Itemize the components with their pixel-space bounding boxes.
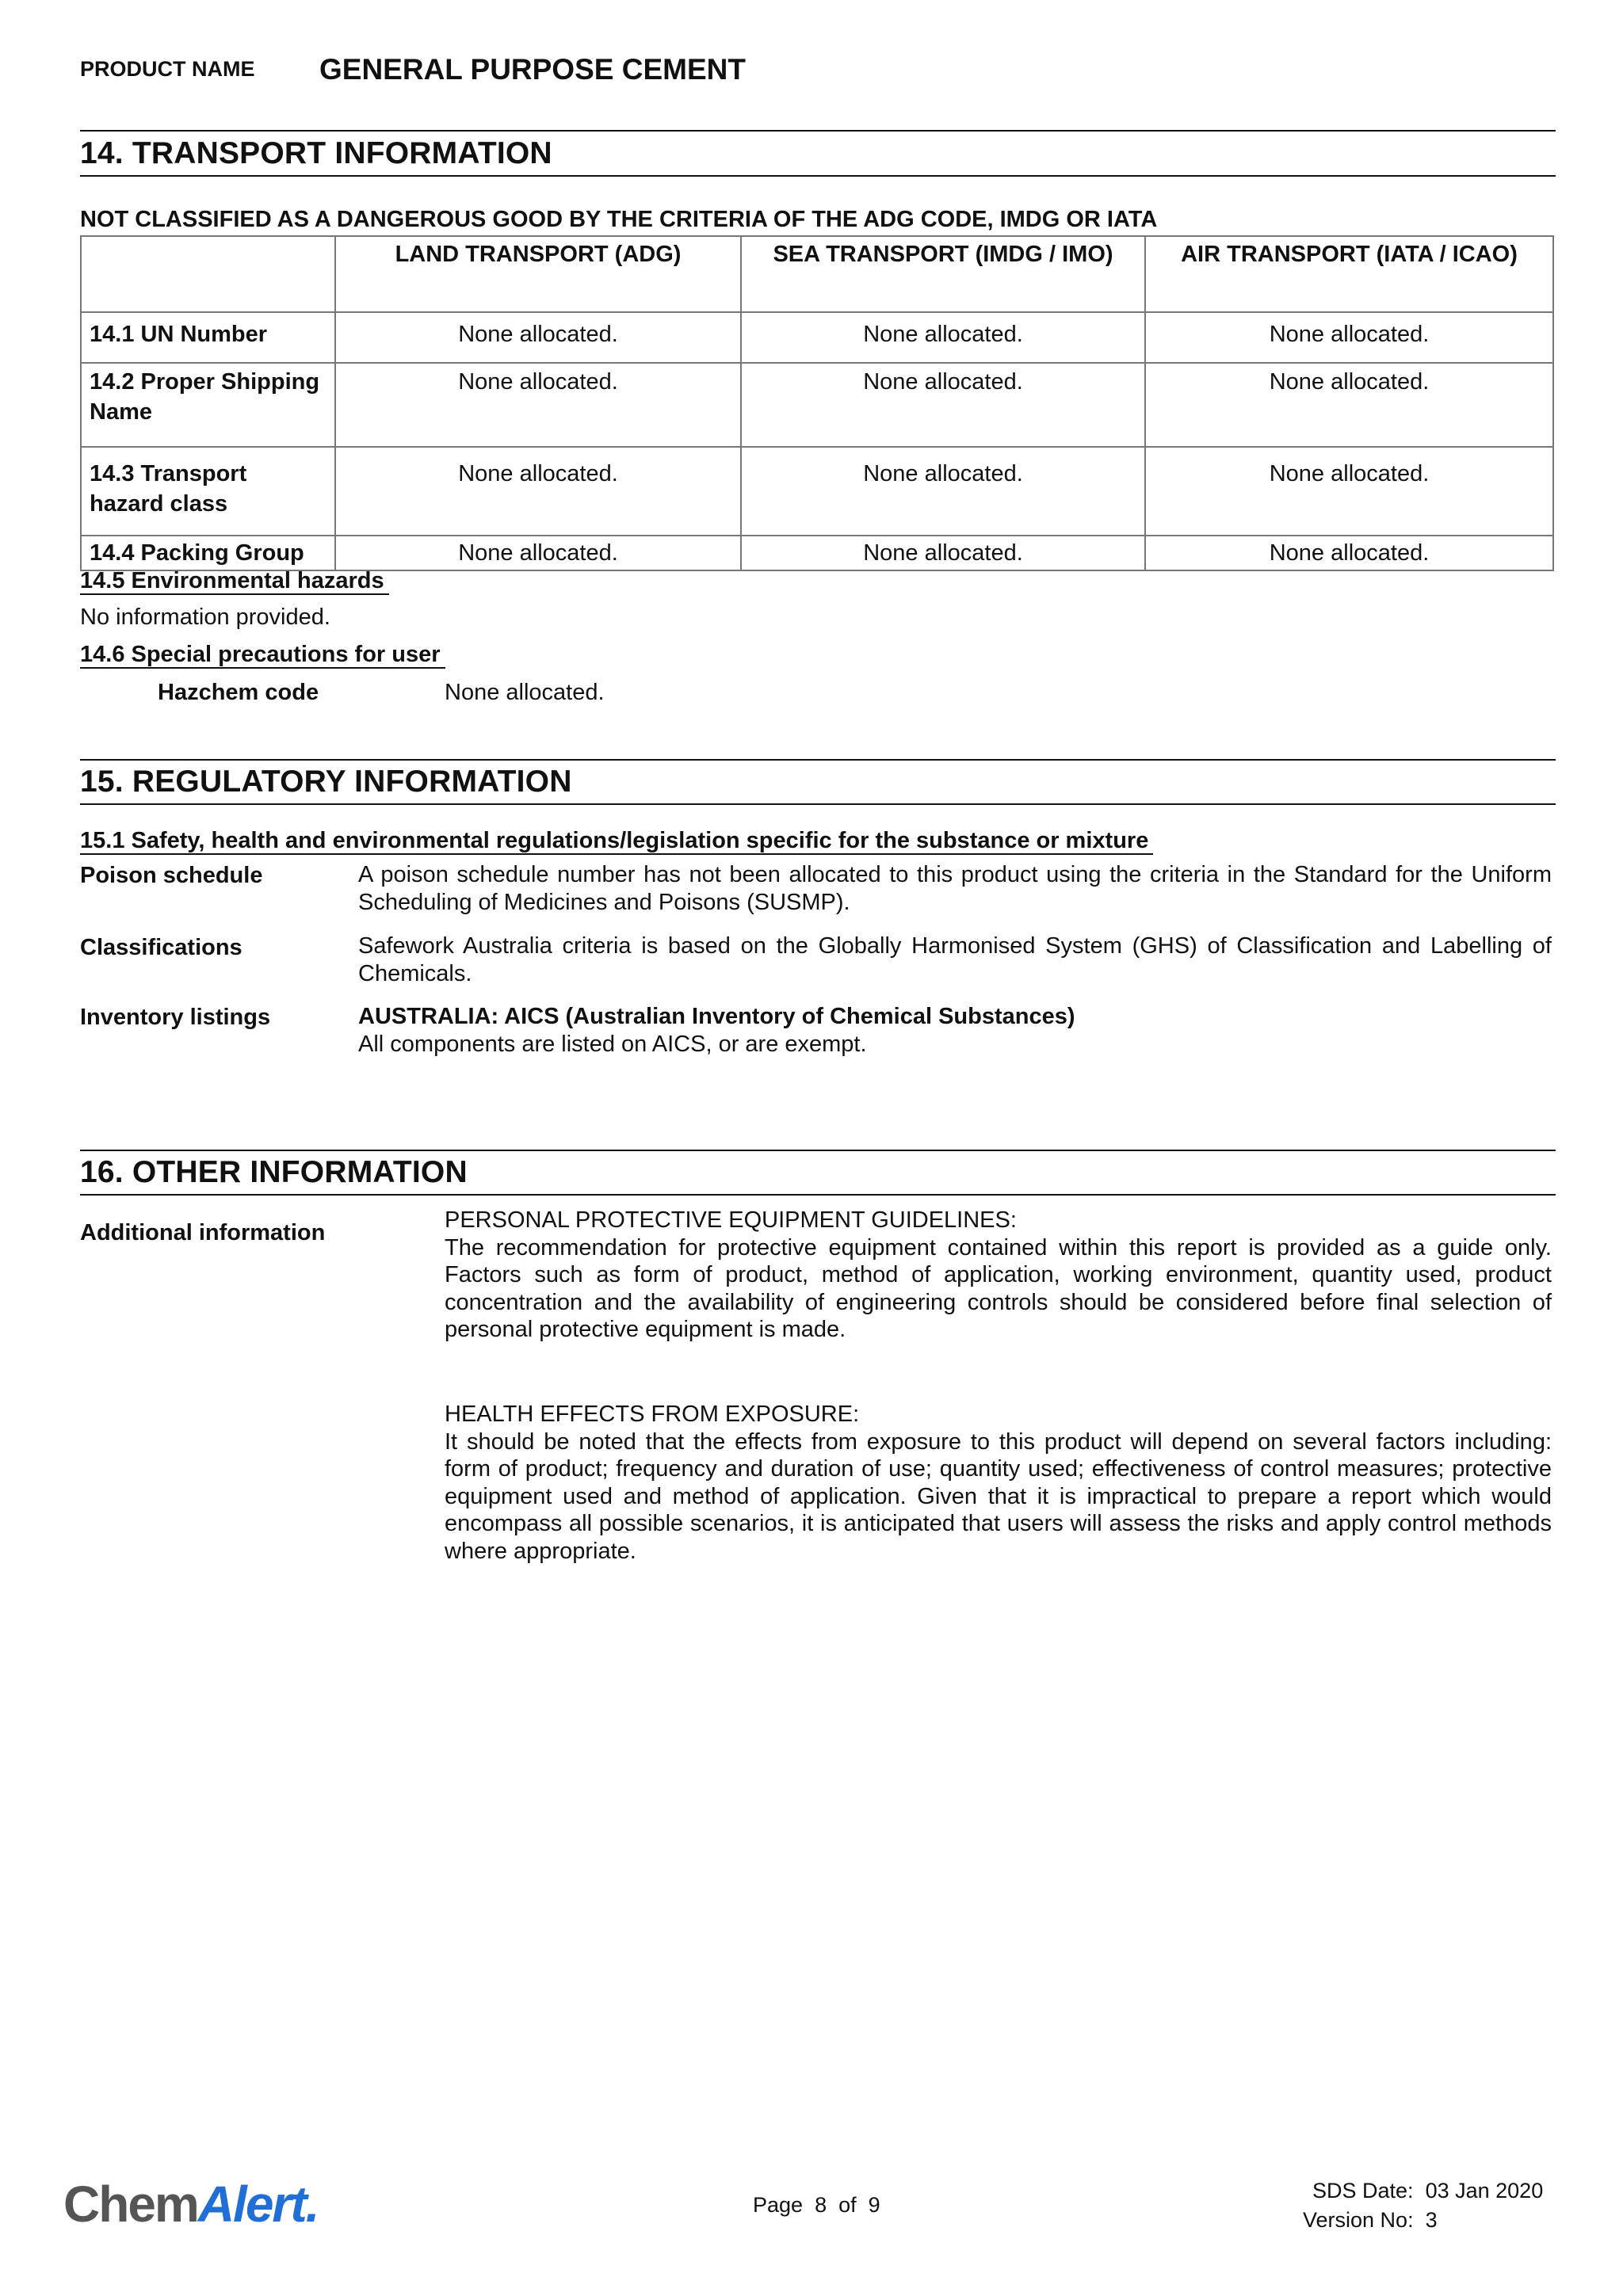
transport-table — [80, 235, 1554, 571]
cell-land: None allocated. — [335, 447, 741, 536]
sds-date: SDS Date: 03 Jan 2020 — [1312, 2179, 1544, 2203]
cell-sea: None allocated. — [741, 363, 1145, 447]
column-header-air: AIR TRANSPORT (IATA / ICAO) — [1145, 236, 1553, 312]
special-precautions-heading: 14.6 Special precautions for user — [80, 642, 445, 669]
section-rule — [80, 1150, 1556, 1151]
section-rule — [80, 175, 1556, 177]
hazchem-value: None allocated. — [445, 680, 605, 705]
additional-info-label: Additional information — [80, 1220, 326, 1245]
table-row — [81, 312, 1553, 363]
cell-air: None allocated. — [1145, 363, 1553, 447]
row-label: 14.1 UN Number — [81, 312, 335, 363]
section-15-title: 15. REGULATORY INFORMATION — [80, 765, 572, 799]
table-row — [81, 363, 1553, 447]
ppe-text: The recommendation for protective equipment contained within this report is provided as a guide only. Factors such as form of product, method of application, working environment, quantity used, product concentration and the availability of engineering controls should be considered before final selection of personal protective equipment is made. — [445, 1234, 1552, 1342]
section-rule — [80, 759, 1556, 761]
section-rule — [80, 1194, 1556, 1196]
classifications-text: Safework Australia criteria is based on the Globally Harmonised System (GHS) of Classification and Labelling of Chemicals. — [358, 933, 1552, 986]
row-label: 14.2 Proper Shipping Name — [81, 363, 335, 447]
column-header-land: LAND TRANSPORT (ADG) — [335, 236, 741, 312]
poison-schedule-text: A poison schedule number has not been allocated to this product using the criteria in the Standard for the Uniform Scheduling of Medicines and Poisons (SUSMP). — [358, 862, 1552, 915]
table-row — [81, 536, 1553, 570]
column-header — [81, 236, 335, 312]
row-label: 14.4 Packing Group — [81, 536, 335, 570]
ppe-heading: PERSONAL PROTECTIVE EQUIPMENT GUIDELINES: — [445, 1207, 1017, 1233]
transport-notice: NOT CLASSIFIED AS A DANGEROUS GOOD BY THE CRITERIA OF THE ADG CODE, IMDG OR IATA — [80, 207, 1158, 232]
product-name: GENERAL PURPOSE CEMENT — [319, 53, 746, 86]
cell-land: None allocated. — [335, 363, 741, 447]
cell-air: None allocated. — [1145, 536, 1553, 570]
row-label: 14.3 Transport hazard class — [81, 447, 335, 536]
version-number: Version No: 3 — [1303, 2208, 1438, 2232]
column-header-sea: SEA TRANSPORT (IMDG / IMO) — [741, 236, 1145, 312]
hazchem-label: Hazchem code — [158, 680, 319, 705]
section-rule — [80, 803, 1556, 805]
table-header-row — [81, 236, 1553, 312]
table-row — [81, 447, 1553, 536]
page-indicator: Page 8 of 9 — [753, 2193, 880, 2217]
cell-sea: None allocated. — [741, 447, 1145, 536]
classifications-label: Classifications — [80, 935, 242, 960]
inventory-listing-text: All components are listed on AICS, or are exempt. — [358, 1032, 867, 1057]
section-16-title: 16. OTHER INFORMATION — [80, 1155, 468, 1189]
cell-air: None allocated. — [1145, 447, 1553, 536]
section-rule — [80, 130, 1556, 132]
inventory-listing-title: AUSTRALIA: AICS (Australian Inventory of Chemical Substances) — [358, 1004, 1075, 1029]
product-name-label: PRODUCT NAME — [80, 57, 255, 81]
inventory-listings-label: Inventory listings — [80, 1005, 271, 1030]
regulations-subheading: 15.1 Safety, health and environmental regulations/legislation specific for the substance or mixture — [80, 828, 1153, 855]
cell-sea: None allocated. — [741, 312, 1145, 363]
cell-sea: None allocated. — [741, 536, 1145, 570]
section-14-title: 14. TRANSPORT INFORMATION — [80, 136, 552, 170]
cell-land: None allocated. — [335, 536, 741, 570]
poison-schedule-label: Poison schedule — [80, 863, 263, 888]
health-effects-text: It should be noted that the effects from exposure to this product will depend on several factors including: form of product; frequency and duration of use; quantity used; effectiveness of control measures; protective equipment used and method of application. Given that it is impractical to prepare a report which would encompass all possible scenarios, it is anticipated that users will assess the risks and apply control methods where appropriate. — [445, 1428, 1552, 1564]
env-hazards-text: No information provided. — [80, 605, 330, 630]
health-effects-heading: HEALTH EFFECTS FROM EXPOSURE: — [445, 1402, 860, 1427]
cell-air: None allocated. — [1145, 312, 1553, 363]
chemalert-logo: ChemAlert. — [63, 2176, 319, 2233]
env-hazards-heading: 14.5 Environmental hazards — [80, 568, 389, 595]
cell-land: None allocated. — [335, 312, 741, 363]
